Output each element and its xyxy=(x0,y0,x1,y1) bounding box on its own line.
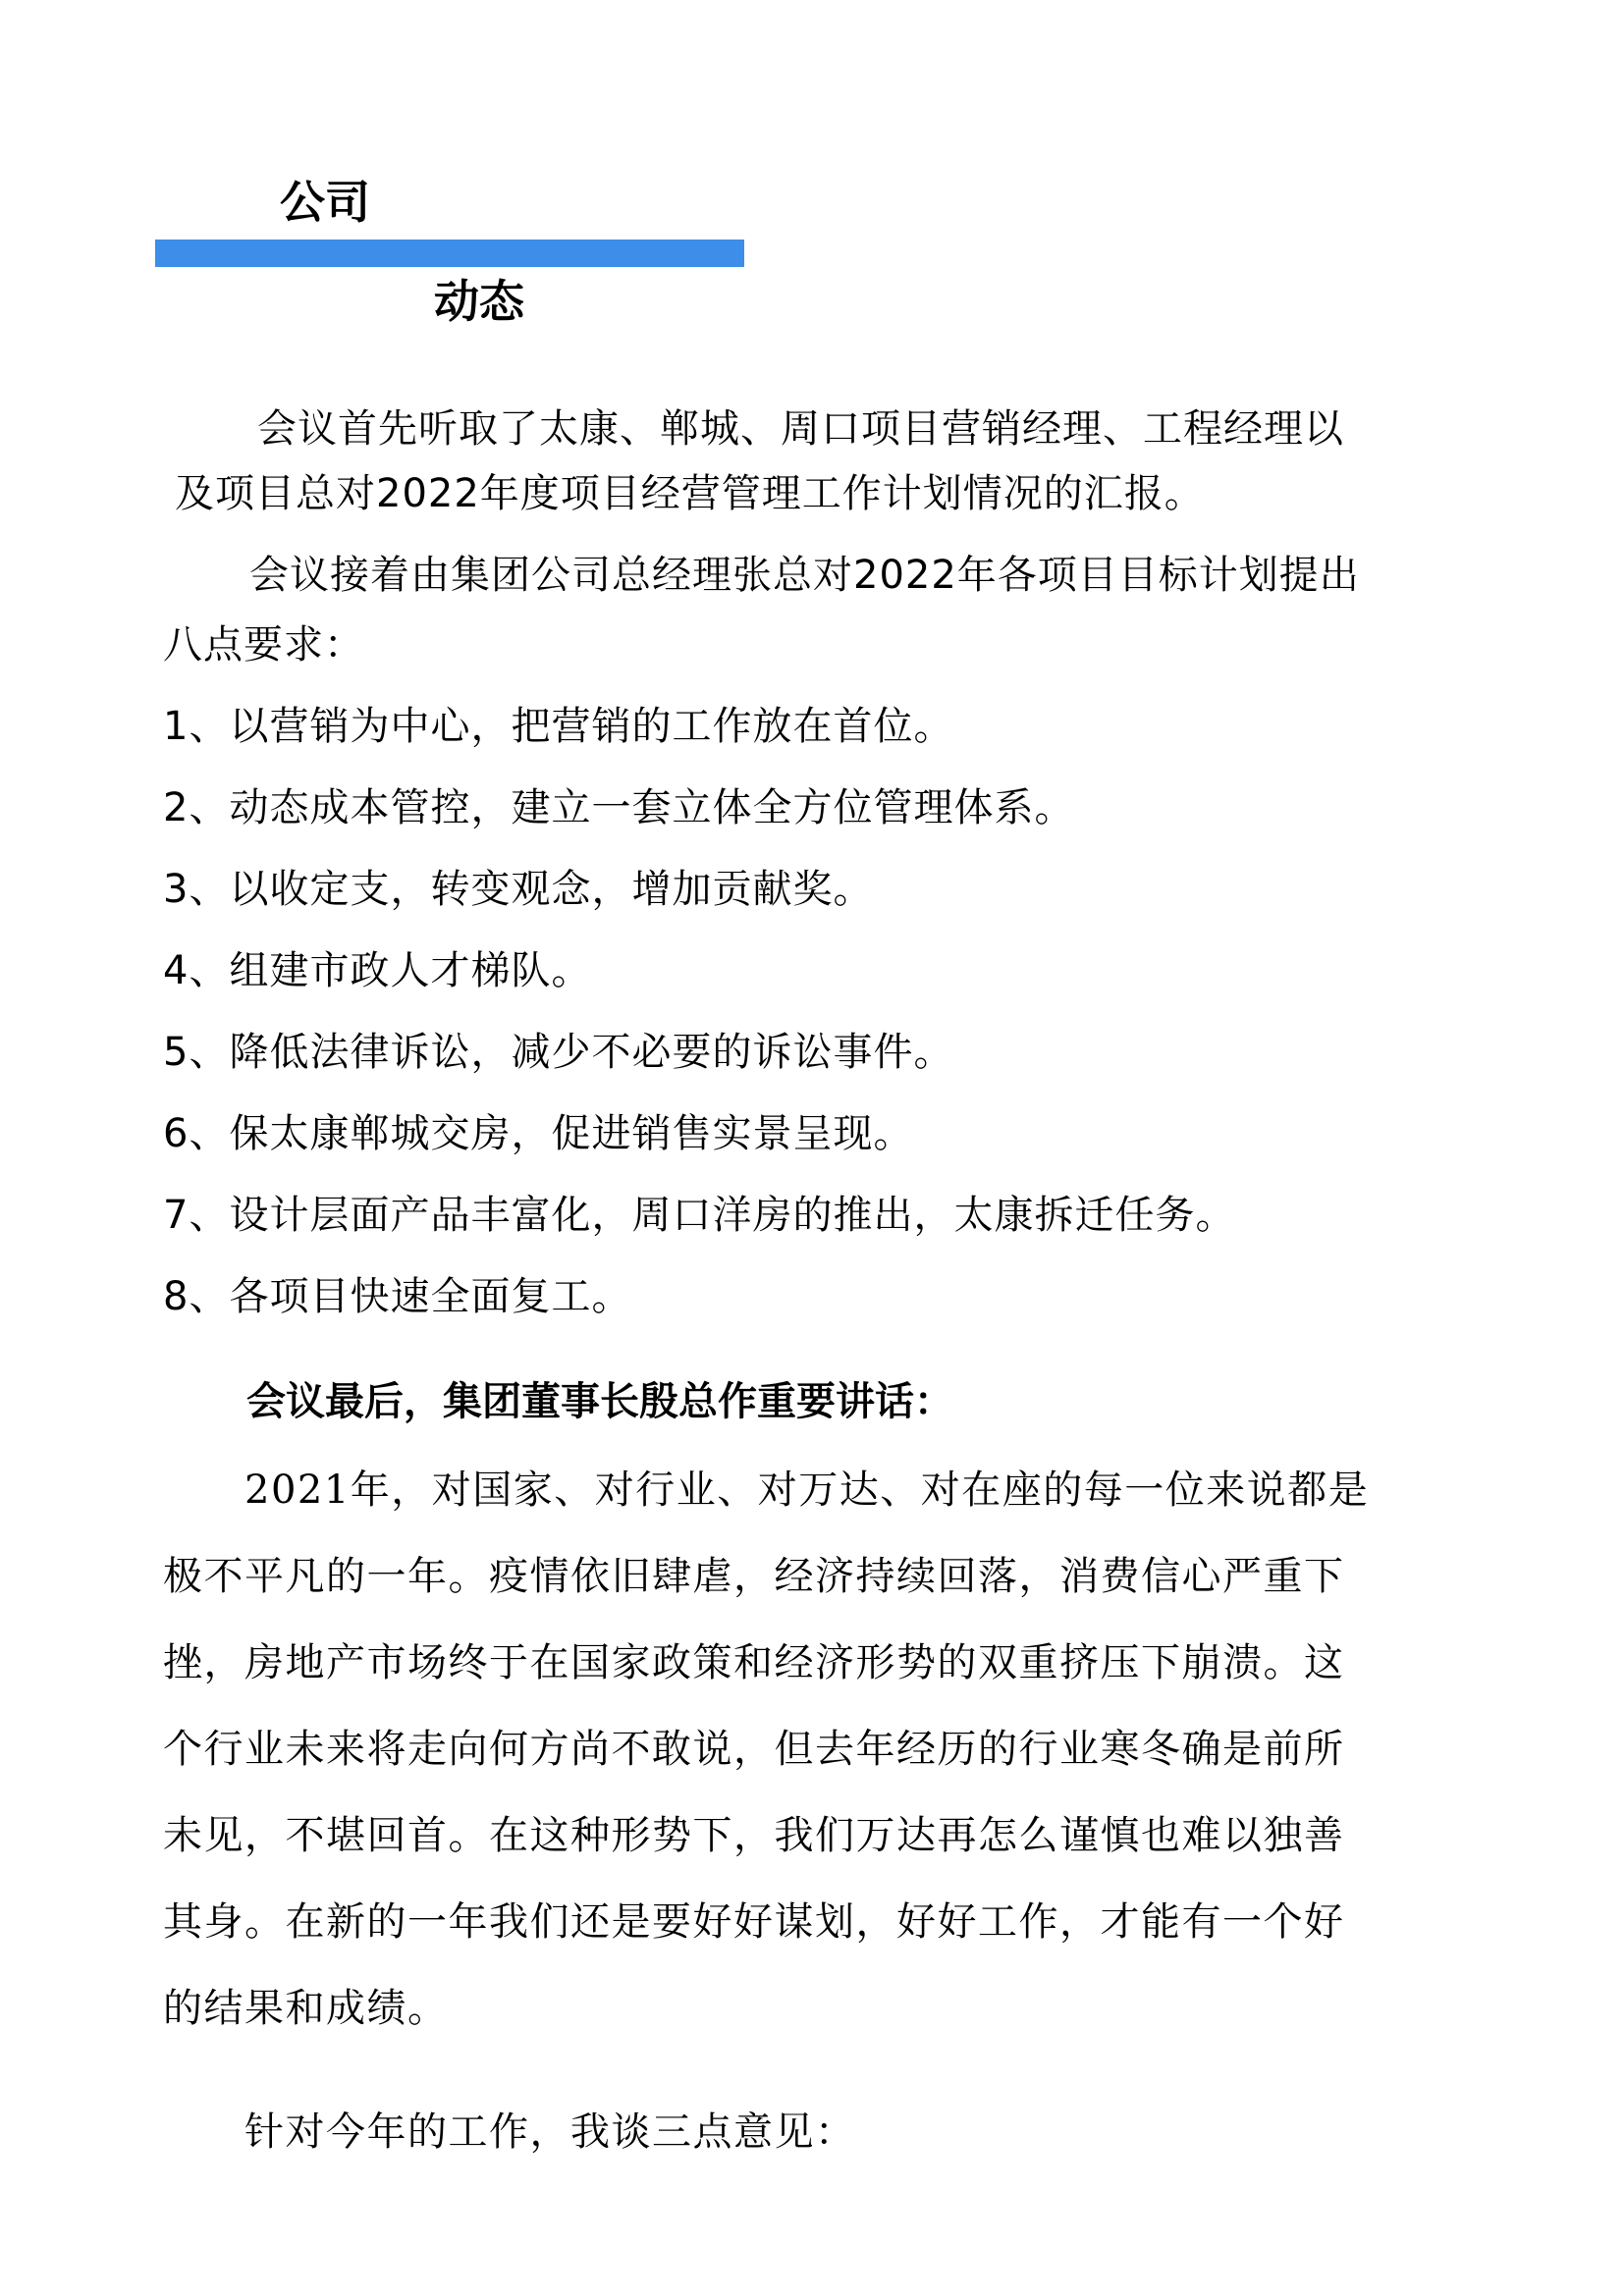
closing-line: 针对今年的工作，我谈三点意见： xyxy=(163,2109,856,2155)
speech-heading: 会议最后，集团董事长殷总作重要讲话： xyxy=(246,1379,953,1424)
section-title-company: 公司 xyxy=(280,176,370,229)
requirement-item: 6、保太康郸城交房，促进销售实景呈现。 xyxy=(163,1111,914,1156)
intro-line-1: 会议首先听取了太康、郸城、周口项目营销经理、工程经理以 xyxy=(257,406,1344,452)
requirement-item: 3、以收定支，转变观念，增加贡献奖。 xyxy=(163,867,874,912)
speech-line: 未见，不堪回首。在这种形势下，我们万达再怎么谨慎也难以独善 xyxy=(163,1813,1345,1858)
requirement-item: 2、动态成本管控，建立一套立体全方位管理体系。 xyxy=(163,785,1075,830)
requirements-intro-line-1: 会议接着由集团公司总经理张总对2022年各项目目标计划提出 xyxy=(249,553,1360,598)
title-accent-bar xyxy=(155,240,744,267)
intro-line-2: 及项目总对2022年度项目经营管理工作计划情况的汇报。 xyxy=(175,471,1205,516)
speech-line: 其身。在新的一年我们还是要好好谋划，好好工作，才能有一个好 xyxy=(163,1899,1345,1945)
requirements-intro-line-2: 八点要求： xyxy=(163,622,364,667)
speech-line: 极不平凡的一年。疫情依旧肆虐，经济持续回落，消费信心严重下 xyxy=(163,1554,1345,1599)
requirement-item: 4、组建市政人才梯队。 xyxy=(163,948,592,993)
speech-line: 挫，房地产市场终于在国家政策和经济形势的双重挤压下崩溃。这 xyxy=(163,1640,1345,1685)
requirement-item: 5、降低法律诉讼，减少不必要的诉讼事件。 xyxy=(163,1030,954,1075)
speech-line: 个行业未来将走向何方尚不敢说，但去年经历的行业寒冬确是前所 xyxy=(163,1727,1345,1772)
requirement-item: 8、各项目快速全面复工。 xyxy=(163,1274,632,1319)
requirement-item: 1、以营销为中心，把营销的工作放在首位。 xyxy=(163,704,954,749)
section-title-news: 动态 xyxy=(434,275,524,328)
speech-line: 的结果和成绩。 xyxy=(163,1986,449,2031)
requirement-item: 7、设计层面产品丰富化，周口洋房的推出，太康拆迁任务。 xyxy=(163,1193,1236,1238)
speech-line: 2021年，对国家、对行业、对万达、对在座的每一位来说都是 xyxy=(163,1468,1370,1513)
